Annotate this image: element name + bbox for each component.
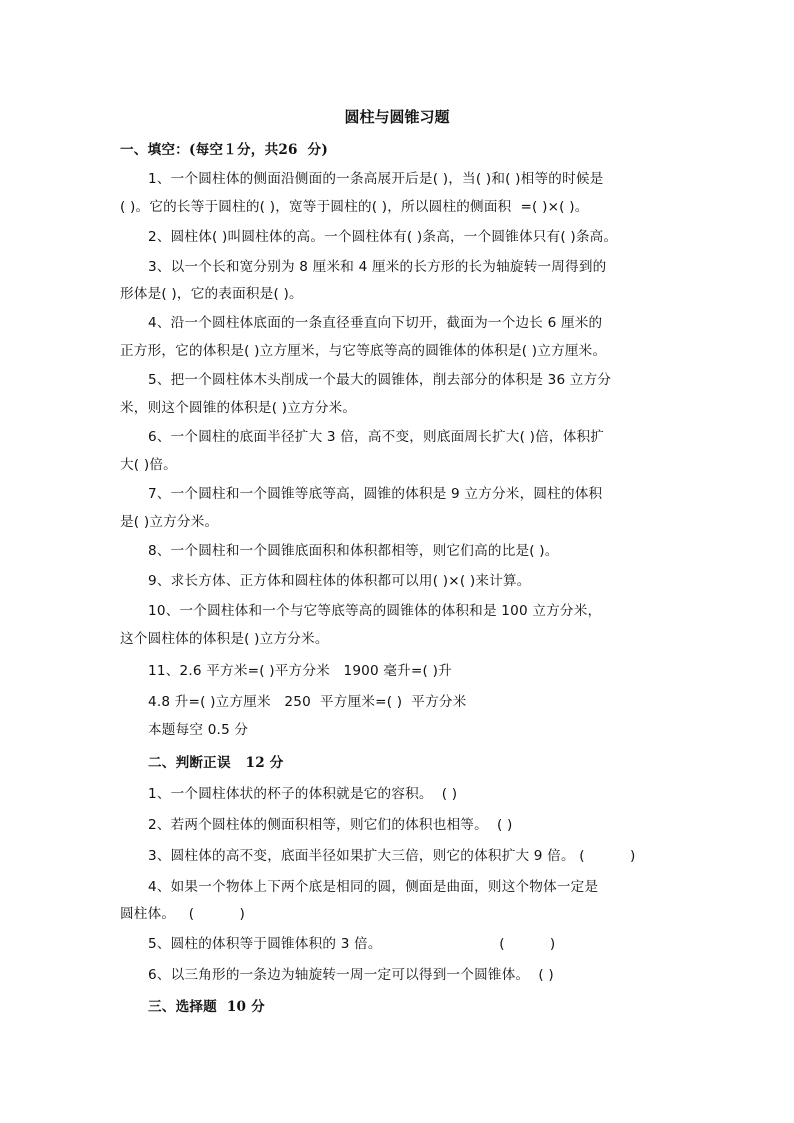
question-line: 11、2.6 平方米=( )平方分米 1900 毫升=( )升	[148, 663, 452, 679]
question-line: 4、沿一个圆柱体底面的一条直径垂直向下切开，截面为一个边长 6 厘米的	[148, 315, 603, 331]
question-line: 3、以一个长和宽分别为 8 厘米和 4 厘米的长方形的长为轴旋转一周得到的	[148, 259, 607, 275]
question-line: 10、一个圆柱体和一个与它等底等高的圆锥体的体积和是 100 立方分米，	[148, 603, 602, 619]
section-heading-true-false: 二、判断正误 12 分	[148, 755, 284, 771]
question-line: 4.8 升=( )立方厘米 250 平方厘米=( ) 平方分米	[148, 694, 467, 710]
question-line: 2、圆柱体( )叫圆柱体的高。一个圆柱体有( )条高，一个圆锥体只有( )条高。	[148, 229, 618, 245]
question-line: 圆柱体。 ( )	[120, 906, 245, 922]
question-line: ( )。它的长等于圆柱的( )，宽等于圆柱的( )，所以圆柱的侧面积 =( )×( )。	[120, 199, 589, 215]
question-line: 8、一个圆柱和一个圆锥底面积和体积都相等，则它们高的比是( )。	[148, 543, 559, 559]
question-line: 1、一个圆柱体状的杯子的体积就是它的容积。 ( )	[148, 786, 458, 802]
question-line: 6、一个圆柱的底面半径扩大 3 倍，高不变，则底面周长扩大( )倍，体积扩	[148, 429, 605, 445]
question-line: 2、若两个圆柱体的侧面积相等，则它们的体积也相等。 ( )	[148, 817, 513, 833]
question-line: 7、一个圆柱和一个圆锥等底等高，圆锥的体积是 9 立方分米，圆柱的体积	[148, 486, 603, 502]
document-title: 圆柱与圆锥习题	[344, 108, 450, 126]
section-heading-multiple-choice: 三、选择题 10 分	[148, 999, 265, 1015]
question-line: 米，则这个圆锥的体积是( )立方分米。	[120, 400, 357, 416]
question-line: 是( )立方分米。	[120, 514, 219, 530]
scoring-note: 本题每空 0.5 分	[148, 722, 249, 738]
question-line: 5、圆柱的体积等于圆锥体积的 3 倍。 ( )	[148, 936, 556, 952]
question-line: 正方形，它的体积是( )立方厘米，与它等底等高的圆锥体的体积是( )立方厘米。	[120, 343, 607, 359]
question-line: 这个圆柱体的体积是( )立方分米。	[120, 631, 329, 647]
question-line: 3、圆柱体的高不变，底面半径如果扩大三倍，则它的体积扩大 9 倍。 ( )	[148, 848, 636, 864]
question-line: 6、以三角形的一条边为轴旋转一周一定可以得到一个圆锥体。 ( )	[148, 967, 554, 983]
section-heading-fill-blank: 一、填空：(每空１分，共26 分)	[120, 142, 328, 158]
question-line: 4、如果一个物体上下两个底是相同的圆，侧面是曲面，则这个物体一定是	[148, 879, 599, 895]
question-line: 9、求长方体、正方体和圆柱体的体积都可以用( )×( )来计算。	[148, 573, 531, 589]
question-line: 形体是( )，它的表面积是( )。	[120, 286, 303, 302]
question-line: 5、把一个圆柱体木头削成一个最大的圆锥体，削去部分的体积是 36 立方分	[148, 372, 612, 388]
question-line: 1、一个圆柱体的侧面沿侧面的一条高展开后是( )，当( )和( )相等的时候是	[148, 171, 604, 187]
question-line: 大( )倍。	[120, 457, 177, 473]
